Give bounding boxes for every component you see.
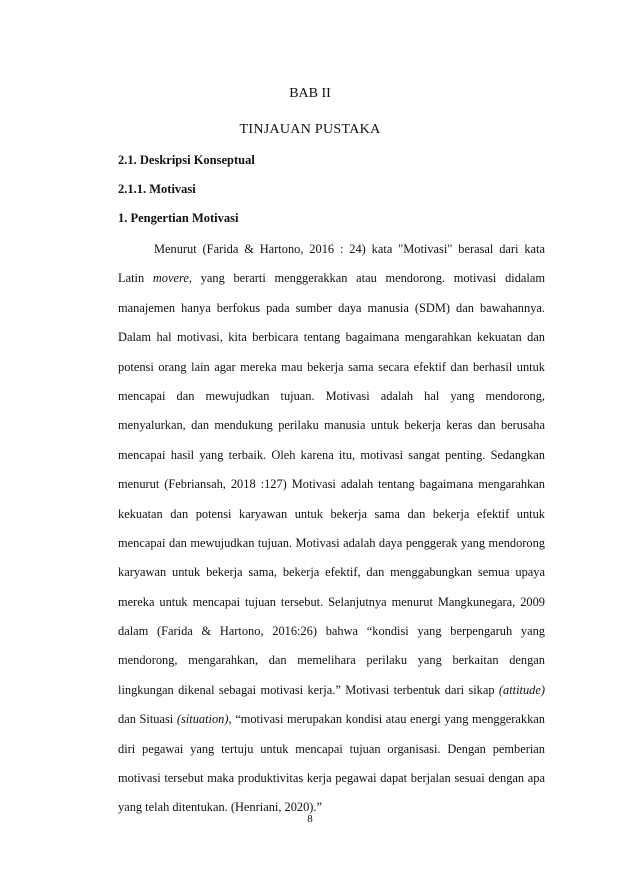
section-heading: 2.1. Deskripsi Konseptual bbox=[118, 153, 255, 167]
subsection-heading: 2.1.1. Motivasi bbox=[118, 182, 196, 196]
paragraph-line: Dalam hal motivasi, kita berbicara tentang bagaimana mengarahkan kekuatan dan bbox=[118, 330, 545, 345]
paragraph-line: karyawan untuk bekerja sama, bekerja efektif, dan menggabungkan semua upaya bbox=[118, 565, 545, 580]
paragraph-line: menyalurkan, dan mendukung perilaku manusia untuk bekerja keras dan berusaha bbox=[118, 418, 545, 433]
paragraph-line: motivasi tersebut maka produktivitas kerja pegawai dapat berjalan sesuai dengan apa bbox=[118, 771, 545, 786]
paragraph-line: diri pegawai yang tertuju untuk mencapai tujuan organisasi. Dengan pemberian bbox=[118, 741, 545, 756]
paragraph-line: mencapai hasil yang terbaik. Oleh karena itu, motivasi sangat penting. Sedangkan bbox=[118, 447, 545, 462]
italic-term: movere bbox=[152, 271, 189, 286]
paragraph-line: Latin movere, yang berarti menggerakkan atau mendorong. motivasi didalam bbox=[118, 271, 545, 286]
paragraph-line: Menurut (Farida & Hartono, 2016 : 24) kata "Motivasi" berasal dari kata bbox=[154, 242, 545, 256]
paragraph-line: lingkungan dikenal sebagai motivasi kerja.” Motivasi terbentuk dari sikap (attitude) bbox=[118, 682, 545, 697]
paragraph-line: dan Situasi (situation), “motivasi merupakan kondisi atau energi yang menggerakkan bbox=[118, 712, 545, 727]
paragraph-line: kekuatan dan potensi karyawan untuk bekerja sama dan bekerja efektif untuk bbox=[118, 506, 545, 521]
chapter-label: BAB II bbox=[289, 86, 331, 101]
paragraph-line: potensi orang lain agar mereka mau bekerja sama secara efektif dan berhasil untuk bbox=[118, 359, 545, 374]
body-paragraph bbox=[118, 235, 545, 823]
paragraph-line: yang telah ditentukan. (Henriani, 2020).” bbox=[118, 800, 323, 815]
paragraph-line: dalam (Farida & Hartono, 2016:26) bahwa “kondisi yang berpengaruh yang bbox=[118, 624, 545, 639]
chapter-title: TINJAUAN PUSTAKA bbox=[239, 122, 381, 137]
paragraph-line: mencapai dan mewujudkan tujuan. Motivasi adalah daya penggerak yang mendorong bbox=[118, 535, 545, 550]
italic-term: (attitude) bbox=[498, 682, 545, 697]
paragraph-line: mencapai dan mewujudkan tujuan. Motivasi adalah hal yang mendorong, bbox=[118, 388, 545, 403]
italic-term: (situation) bbox=[176, 712, 229, 727]
point-heading: 1. Pengertian Motivasi bbox=[118, 211, 239, 225]
page-number: 8 bbox=[307, 813, 313, 825]
paragraph-line: mereka untuk mencapai tujuan tersebut. Selanjutnya menurut Mangkunegara, 2009 bbox=[118, 594, 545, 609]
paragraph-line: mendorong, mengarahkan, dan memelihara perilaku yang berkaitan dengan bbox=[118, 653, 545, 668]
paragraph-line: menurut (Febriansah, 2018 :127) Motivasi adalah tentang bagaimana mengarahkan bbox=[118, 477, 545, 492]
paragraph-line: manajemen hanya berfokus pada sumber daya manusia (SDM) dan bawahannya. bbox=[118, 300, 545, 315]
